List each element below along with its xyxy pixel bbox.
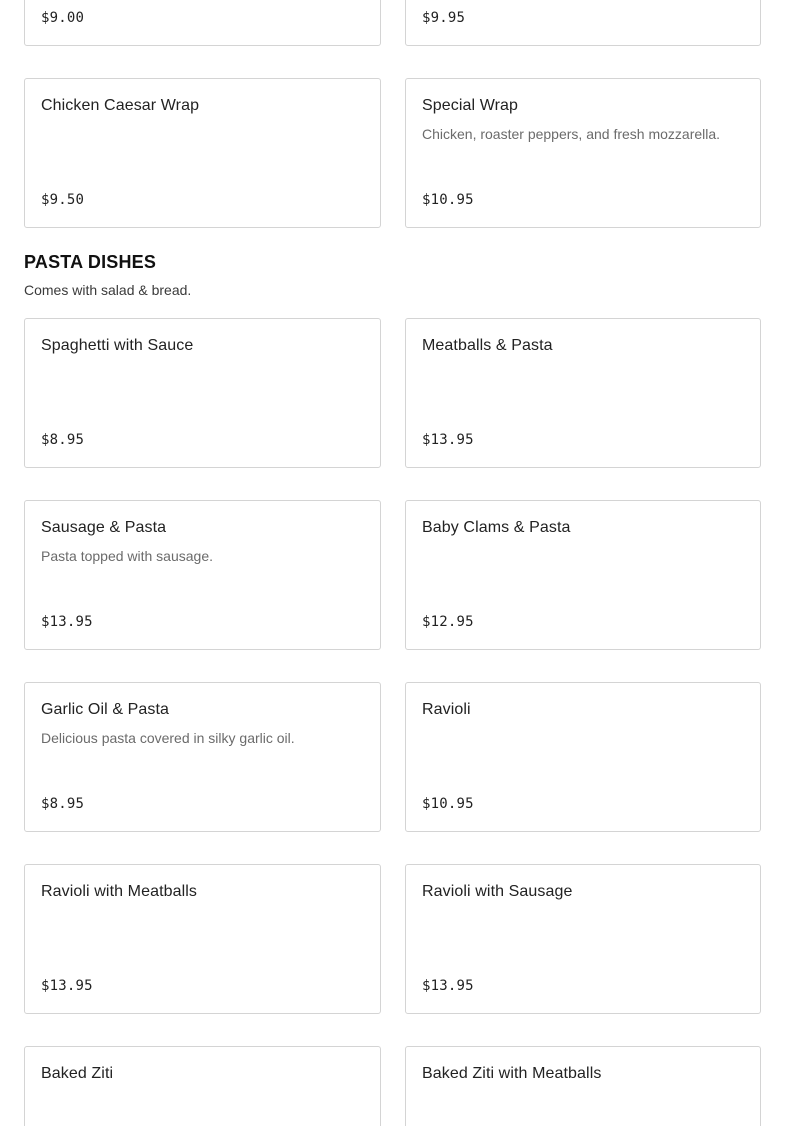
item-price: $12.95 (422, 614, 474, 630)
item-name: Baked Ziti with Meatballs (422, 1065, 602, 1082)
menu-item-card[interactable] (405, 500, 761, 650)
menu-item-card[interactable] (405, 0, 761, 46)
item-description: Chicken, roaster peppers, and fresh mozzarella. (422, 126, 721, 142)
menu-item-card[interactable] (405, 78, 761, 228)
item-price: $13.95 (422, 978, 474, 994)
item-price: $8.95 (41, 432, 85, 448)
item-description: Delicious pasta covered in silky garlic oil. (41, 730, 295, 746)
item-price: $9.00 (41, 10, 85, 26)
menu-item-card[interactable] (405, 682, 761, 832)
item-price: $10.95 (422, 796, 474, 812)
menu-item-card[interactable] (24, 0, 381, 46)
menu-item-card[interactable] (405, 1046, 761, 1126)
menu-item-card[interactable] (405, 318, 761, 468)
item-price: $10.95 (422, 192, 474, 208)
menu-item-card[interactable] (24, 78, 381, 228)
menu-item-card[interactable] (24, 1046, 381, 1126)
item-name: Spaghetti with Sauce (41, 337, 194, 354)
item-name: Baby Clams & Pasta (422, 519, 571, 536)
section-title: PASTA DISHES (24, 252, 157, 272)
section-subtitle: Comes with salad & bread. (24, 282, 192, 298)
item-name: Baked Ziti (41, 1065, 114, 1082)
menu-item-card[interactable] (405, 864, 761, 1014)
item-name: Ravioli with Meatballs (41, 883, 198, 900)
menu-item-card[interactable] (24, 864, 381, 1014)
menu-item-card[interactable] (24, 500, 381, 650)
menu-item-card[interactable] (24, 318, 381, 468)
item-price: $9.95 (422, 10, 466, 26)
item-name: Meatballs & Pasta (422, 337, 553, 354)
item-price: $13.95 (422, 432, 474, 448)
item-name: Garlic Oil & Pasta (41, 701, 170, 718)
menu-item-card[interactable] (24, 682, 381, 832)
item-price: $13.95 (41, 978, 93, 994)
item-name: Ravioli (422, 701, 471, 718)
item-price: $9.50 (41, 192, 85, 208)
item-price: $8.95 (41, 796, 85, 812)
item-name: Chicken Caesar Wrap (41, 97, 200, 114)
item-price: $13.95 (41, 614, 93, 630)
item-description: Pasta topped with sausage. (41, 548, 214, 564)
item-name: Ravioli with Sausage (422, 883, 573, 900)
item-name: Sausage & Pasta (41, 519, 167, 536)
item-name: Special Wrap (422, 97, 519, 114)
